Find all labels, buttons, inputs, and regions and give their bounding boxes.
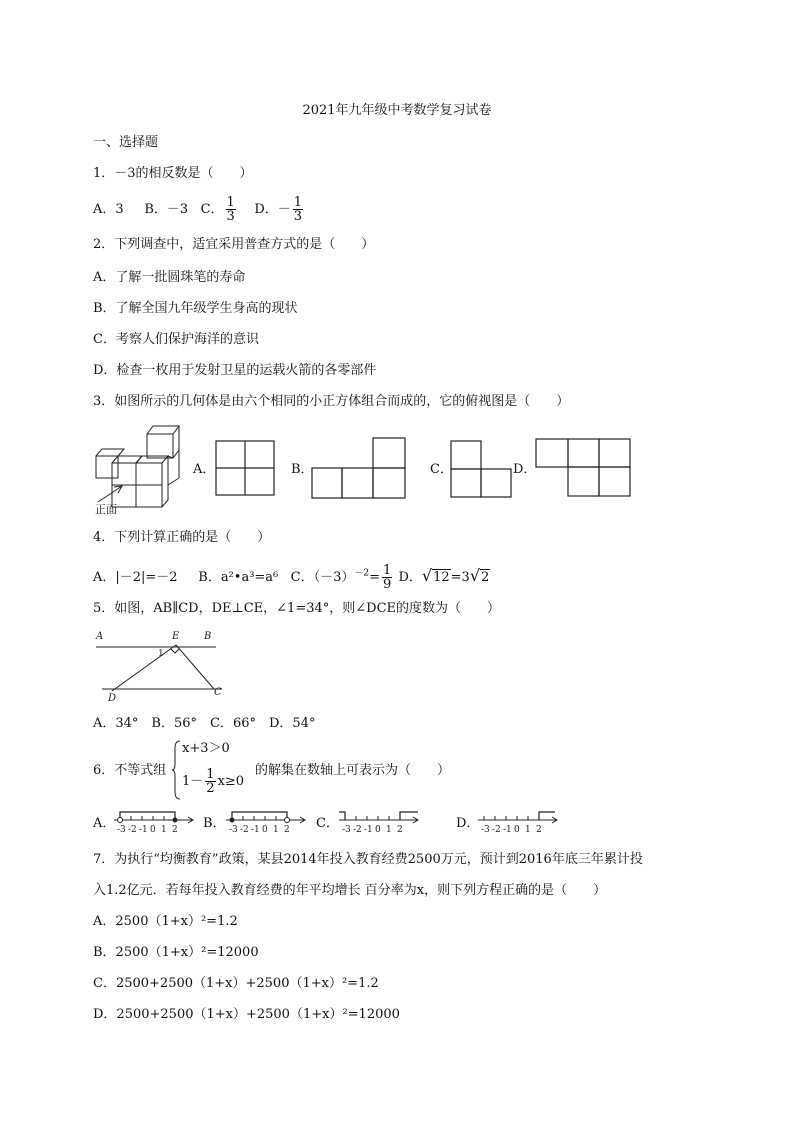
q7-option-d: D．2500+2500（1+x）+2500（1+x）²=12000 (93, 1007, 400, 1022)
tick-label: -3 (117, 825, 126, 835)
label-c: C (214, 687, 222, 698)
q3-cube-figure (92, 422, 192, 514)
q6-option-a-label: A． (93, 816, 116, 831)
tick-label: -3 (342, 825, 351, 835)
q6-option-d-label: D． (456, 816, 480, 831)
tick-label: 2 (536, 825, 542, 835)
tick-label: -1 (364, 825, 373, 835)
tick-label: -1 (503, 825, 512, 835)
q4-option-d: D．√12=3√2 (398, 566, 490, 585)
q4-option-c: C．$(-3)^{-2}=$ $\frac{1}{9}$ (290, 563, 392, 592)
q2-option-c: C．考察人们保护海洋的意识 (93, 332, 259, 347)
q2-stem: 2．下列调查中，适宜采用普查方式的是（ ） (93, 237, 375, 252)
q3-option-a-grid (215, 440, 275, 496)
q3-option-b-grid (311, 437, 407, 499)
solution-bracket (120, 812, 175, 820)
q6-inequality-1: x+3＞0 (182, 741, 230, 756)
q4-stem: 4．下列计算正确的是（ ） (93, 530, 271, 545)
tick-label: -2 (128, 825, 137, 835)
q4-options (93, 564, 490, 591)
tick-label: 2 (397, 825, 403, 835)
open-dot (118, 818, 123, 823)
label-e: E (172, 631, 180, 642)
tick-label: 2 (284, 825, 290, 835)
closed-dot (173, 818, 178, 823)
tick-label: -2 (353, 825, 362, 835)
label-angle-1: 1 (158, 649, 164, 659)
sqrt-12: √12 (421, 566, 450, 585)
q5-stem: 5．如图，AB∥CD，DE⊥CE，∠1=34°，则∠DCE的度数为（ ） (93, 601, 501, 616)
tick-label: 0 (150, 825, 156, 835)
label-b: B (204, 631, 212, 642)
tick-label: -1 (251, 825, 260, 835)
tick-label: -3 (229, 825, 238, 835)
label-a: A (96, 631, 104, 642)
tick-label: -3 (481, 825, 490, 835)
q1-option-d: D．－ $\frac{1}{3}$ (254, 195, 303, 224)
tick-label: 0 (262, 825, 268, 835)
q2-option-d: D．检查一枚用于发射卫星的运载火箭的各零部件 (93, 363, 377, 378)
q1-option-b: B．－3 (144, 202, 189, 217)
q6-number-line-a (112, 806, 202, 838)
q4-option-a: A．|－2|=－2 (93, 570, 178, 585)
q2-option-b: B．了解全国九年级学生身高的现状 (93, 301, 298, 316)
label-d: D (108, 693, 117, 704)
tick-label: -2 (240, 825, 249, 835)
q3-option-a-label: A． (193, 462, 216, 477)
solution-ray-right (539, 812, 555, 820)
q1-option-a: A．3 (93, 202, 124, 217)
q3-option-b-label: B． (291, 462, 314, 477)
tick-label: 0 (514, 825, 520, 835)
q7-option-a: A．2500（1+x）²=1.2 (93, 914, 238, 929)
solution-ray-left (339, 812, 345, 820)
q7-option-c: C．2500+2500（1+x）+2500（1+x）²=1.2 (93, 976, 379, 991)
q6-option-b-label: B． (203, 816, 226, 831)
open-dot (285, 818, 290, 823)
q6-option-c-label: C． (316, 816, 339, 831)
q3-option-c-grid (450, 440, 512, 498)
q7-stem-line-1: 7．为执行“均衡教育”政策，某县2014年投入教育经费2500万元，预计到2016年底三年累计投 (93, 852, 643, 867)
brace-icon (171, 740, 181, 800)
q1-options (93, 196, 305, 223)
q1-option-c: C． $\frac{1}{3}$ (200, 195, 235, 224)
q6-number-line-d (476, 806, 571, 838)
q7-stem-line-2: 入1.2亿元．若每年投入教育经费的年平均增长 百分率为x，则下列方程正确的是（ ） (93, 883, 607, 898)
closed-dot (230, 818, 235, 823)
tick-label: 1 (525, 825, 531, 835)
tick-label: 1 (273, 825, 279, 835)
page-title: 2021年九年级中考数学复习试卷 (302, 103, 492, 118)
tick-label: -2 (492, 825, 501, 835)
tick-label: 1 (161, 825, 167, 835)
q2-option-a: A．了解一批圆珠笔的寿命 (93, 270, 246, 285)
tick-label: 0 (375, 825, 381, 835)
q3-front-label: 正面 (95, 503, 117, 516)
q6-suffix: 的解集在数轴上可表示为（ ） (255, 763, 451, 778)
tick-label: 1 (386, 825, 392, 835)
q4-option-b: B．a²•a³=a⁶ (198, 570, 279, 585)
q5-parallel-figure (92, 627, 232, 705)
q3-option-d-grid (535, 438, 632, 498)
q3-option-c-label: C． (430, 462, 453, 477)
q5-options: A．34° B．56° C．66° D．54° (93, 716, 316, 731)
solution-bracket (232, 812, 287, 820)
tick-label: 2 (172, 825, 178, 835)
sqrt-2: √2 (469, 566, 490, 585)
q6-prefix: 6．不等式组 (93, 763, 167, 778)
q7-option-b: B．2500（1+x）²=12000 (93, 945, 259, 960)
q3-stem: 3．如图所示的几何体是由六个相同的小正方体组合而成的，它的俯视图是（ ） (93, 394, 570, 409)
q6-number-line-c (337, 806, 427, 838)
section-heading: 一、选择题 (93, 135, 159, 150)
q6-inequality-2: 1－ $\frac{1}{2}$ x≥0 (182, 767, 245, 796)
q6-number-line-b (224, 806, 314, 838)
q1-stem: 1．－3的相反数是（ ） (93, 166, 253, 181)
tick-label: -1 (139, 825, 148, 835)
q3-option-d-label: D． (513, 462, 537, 477)
